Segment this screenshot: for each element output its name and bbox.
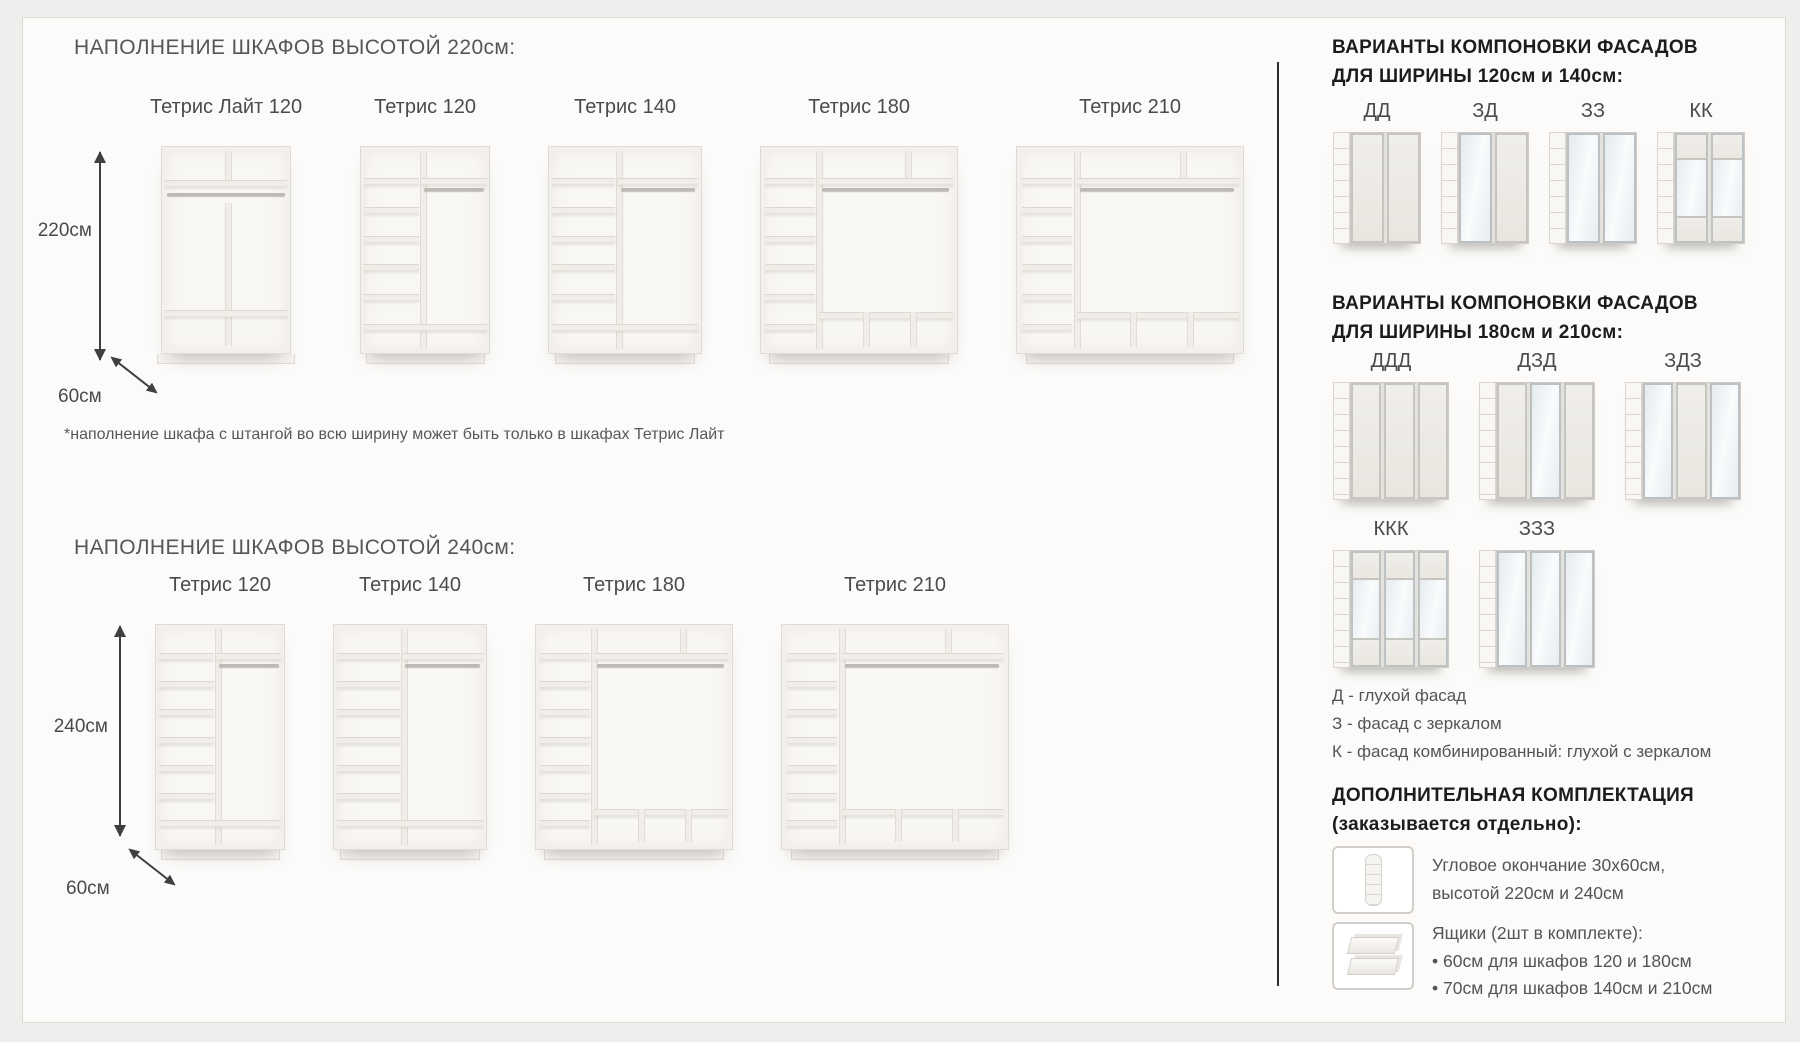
legend-line: З - фасад с зеркалом [1332, 714, 1502, 734]
extra-item-line: Ящики (2шт в комплекте): [1432, 923, 1643, 943]
wardrobe-label: Тетрис 180 [808, 96, 911, 118]
wardrobe-plinth [1026, 354, 1233, 364]
wardrobe-diagram [360, 146, 490, 354]
facade-variants-row [1330, 350, 1744, 500]
wardrobe-label: Тетрис 140 [574, 96, 677, 118]
facade-thumbnail [1657, 132, 1745, 244]
corner-end-shape [1365, 854, 1382, 906]
facade-variant-label: ЗД [1472, 100, 1498, 122]
extra-item-text [1432, 920, 1712, 1003]
facade-group2-heading [1332, 290, 1698, 347]
facade-group1-heading [1332, 34, 1698, 91]
wardrobe-plinth [769, 354, 949, 364]
wardrobe-diagram [155, 624, 285, 850]
facade-group1-heading-line1: ВАРИАНТЫ КОМПОНОВКИ ФАСАДОВ [1332, 37, 1698, 58]
wardrobe-diagram [535, 624, 733, 850]
section-220-heading: НАПОЛНЕНИЕ ШКАФОВ ВЫСОТОЙ 220см: [74, 36, 516, 59]
height-arrow-icon [99, 152, 101, 360]
section-240-heading: НАПОЛНЕНИЕ ШКАФОВ ВЫСОТОЙ 240см: [74, 536, 516, 559]
wardrobe-row-240 [155, 574, 1009, 860]
wardrobe-label: Тетрис 120 [169, 574, 271, 596]
facade-group2-heading-line2: ДЛЯ ШИРИНЫ 180см и 210см: [1332, 321, 1624, 343]
legend-line: Д - глухой фасад [1332, 686, 1467, 705]
wardrobe-plinth [161, 850, 280, 860]
facade-variant-cell [1330, 518, 1452, 668]
wardrobe-label: Тетрис 140 [359, 574, 461, 596]
wardrobe-label: Тетрис 120 [374, 96, 477, 118]
extra-item-line: высотой 220см и 240см [1432, 882, 1624, 903]
extra-item-line: • 60см для шкафов 120 и 180см [1432, 950, 1692, 971]
panel-divider [1277, 62, 1279, 986]
facade-variant-label: КК [1689, 100, 1713, 122]
facade-variant-label: ДД [1363, 100, 1391, 122]
wardrobe-label: Тетрис 210 [844, 574, 946, 596]
facade-thumbnail [1549, 132, 1637, 244]
footnote: *наполнение шкафа с штангой во всю ширину может быть только в шкафах Тетрис Лайт [64, 426, 725, 443]
wardrobe-cell [1016, 96, 1244, 364]
extras-heading-line1: ДОПОЛНИТЕЛЬНАЯ КОМПЛЕКТАЦИЯ [1332, 785, 1694, 806]
facade-variant-cell [1546, 100, 1640, 244]
facade-variant-label: ДЗД [1517, 350, 1557, 372]
wardrobe-diagram [1016, 146, 1244, 354]
facade-variant-cell [1438, 100, 1532, 244]
facade-thumbnail [1625, 382, 1741, 500]
wardrobe-cell [333, 574, 487, 860]
wardrobe-cell [548, 96, 702, 364]
wardrobe-cell [360, 96, 490, 364]
height-dimension-label: 220см [37, 220, 92, 241]
wardrobe-plinth [340, 850, 481, 860]
facade-variant-cell [1476, 350, 1598, 500]
wardrobe-cell [760, 96, 958, 364]
wardrobe-cell [155, 574, 285, 860]
facade-thumbnail [1333, 382, 1449, 500]
drawers-shape [1349, 937, 1397, 975]
extra-item-line: • 70см для шкафов 140см и 210см [1432, 978, 1713, 999]
facade-variant-cell [1330, 100, 1424, 244]
wardrobe-label: Тетрис 180 [583, 574, 685, 596]
wardrobe-diagram [333, 624, 487, 850]
depth-dimension-label: 60см [58, 386, 102, 407]
height-dimension-label: 240см [53, 716, 108, 737]
extras-heading [1332, 782, 1694, 839]
facade-thumbnail [1333, 550, 1449, 668]
facade-group1-heading-line2: ДЛЯ ШИРИНЫ 120см и 140см: [1332, 65, 1624, 87]
facade-variant-label: ЗЗЗ [1518, 518, 1556, 540]
facade-variant-label: ЗДЗ [1664, 350, 1702, 372]
wardrobe-plinth [555, 354, 696, 364]
extra-item-text [1432, 852, 1665, 907]
facade-thumbnail [1333, 132, 1421, 244]
wardrobe-cell [781, 574, 1009, 860]
wardrobe-diagram [760, 146, 958, 354]
wardrobe-cell [535, 574, 733, 860]
wardrobe-label: Тетрис 210 [1079, 96, 1182, 118]
drawers-icon [1332, 922, 1414, 990]
wardrobe-cell [150, 96, 302, 364]
facade-legend [1332, 682, 1711, 767]
wardrobe-diagram [781, 624, 1009, 850]
facade-variant-cell [1654, 100, 1748, 244]
wardrobe-plinth [157, 354, 296, 364]
wardrobe-plinth [544, 850, 724, 860]
facade-thumbnail [1479, 382, 1595, 500]
facade-group2-heading-line1: ВАРИАНТЫ КОМПОНОВКИ ФАСАДОВ [1332, 293, 1698, 314]
facade-variant-label: ККК [1373, 518, 1409, 540]
extra-item-line: Угловое окончание 30х60см, [1432, 855, 1666, 875]
height-arrow-icon [119, 626, 121, 836]
wardrobe-row-220 [150, 96, 1244, 364]
legend-line: К - фасад комбинированный: глухой с зеркалом [1332, 742, 1712, 762]
wardrobe-plinth [366, 354, 485, 364]
facade-variants-row [1330, 518, 1598, 668]
facade-variant-label: ДДД [1370, 350, 1412, 372]
wardrobe-diagram [548, 146, 702, 354]
facade-variant-cell [1330, 350, 1452, 500]
facade-variant-cell [1622, 350, 1744, 500]
wardrobe-diagram [161, 146, 291, 354]
facade-variant-cell [1476, 518, 1598, 668]
facade-variant-label: ЗЗ [1580, 100, 1606, 122]
wardrobe-plinth [791, 850, 998, 860]
wardrobe-label: Тетрис Лайт 120 [150, 96, 303, 118]
extras-heading-line2: (заказывается отдельно): [1332, 813, 1582, 835]
corner-end-icon [1332, 846, 1414, 914]
facade-thumbnail [1479, 550, 1595, 668]
facade-variants-row [1330, 100, 1748, 244]
depth-dimension-label: 60см [66, 878, 110, 899]
facade-thumbnail [1441, 132, 1529, 244]
